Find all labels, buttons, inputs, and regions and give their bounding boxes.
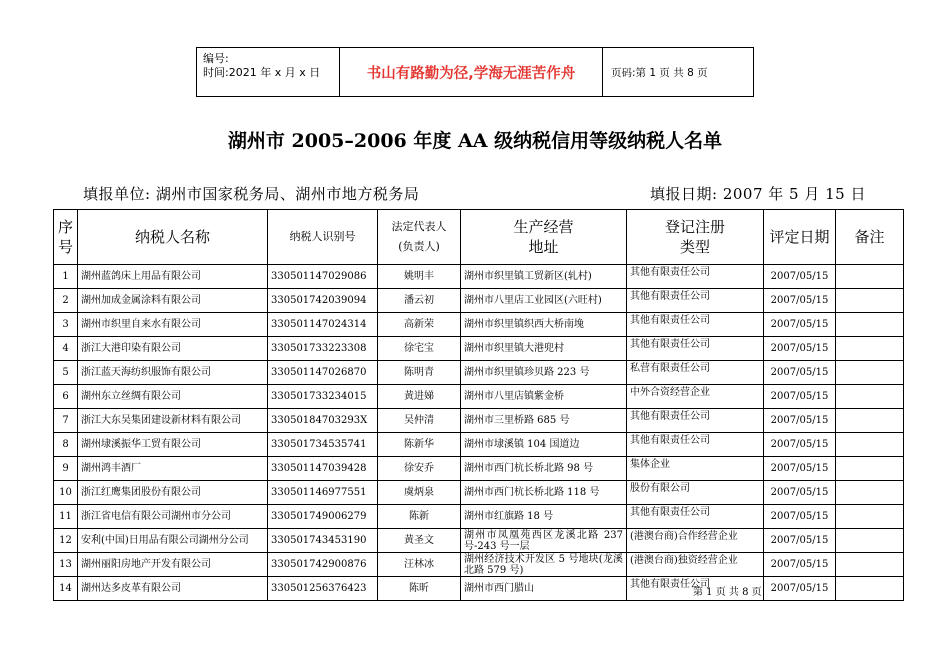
cell-reg-type: 其他有限责任公司	[627, 337, 764, 361]
cell-legal-rep: 高新荣	[378, 313, 461, 337]
cell-legal-rep: 陈昕	[378, 577, 461, 601]
cell-note	[836, 313, 904, 337]
header-reg-type: 登记注册 类型	[627, 210, 764, 265]
cell-address: 湖州市西门腊山	[461, 577, 627, 601]
cell-address: 湖州经济技术开发区 5 号地块(龙溪北路 579 号)	[461, 553, 627, 577]
cell-tax-id: 330501742900876	[268, 553, 378, 577]
cell-address: 湖州市织里镇珍贝路 223 号	[461, 361, 627, 385]
header-name: 纳税人名称	[78, 210, 268, 265]
cell-name: 湖州埭溪振华工贸有限公司	[78, 433, 268, 457]
cell-legal-rep: 黄进娣	[378, 385, 461, 409]
table-row	[54, 529, 904, 553]
cell-tax-id: 330501147024314	[268, 313, 378, 337]
cell-address: 湖州市埭溪镇 104 国道边	[461, 433, 627, 457]
cell-legal-rep: 陈明青	[378, 361, 461, 385]
cell-note	[836, 265, 904, 289]
table-row	[54, 289, 904, 313]
table-row	[54, 553, 904, 577]
cell-no: 5	[54, 361, 78, 385]
table-header-row	[54, 210, 904, 265]
cell-rating-date: 2007/05/15	[764, 337, 836, 361]
table-row	[54, 481, 904, 505]
cell-name: 湖州蓝鸽床上用品有限公司	[78, 265, 268, 289]
cell-reg-type: 其他有限责任公司	[627, 505, 764, 529]
cell-tax-id: 330501147029086	[268, 265, 378, 289]
fill-unit-line: 填报单位: 湖州市国家税务局、湖州市地方税务局	[83, 185, 420, 203]
cell-reg-type: 股份有限公司	[627, 481, 764, 505]
cell-rating-date: 2007/05/15	[764, 289, 836, 313]
cell-note	[836, 409, 904, 433]
header-code-label: 编号:	[203, 52, 229, 65]
table-row	[54, 457, 904, 481]
cell-note	[836, 529, 904, 553]
cell-tax-id: 330501749006279	[268, 505, 378, 529]
cell-reg-type: 中外合资经营企业	[627, 385, 764, 409]
cell-note	[836, 361, 904, 385]
cell-name: 湖州鸿丰酒厂	[78, 457, 268, 481]
cell-no: 3	[54, 313, 78, 337]
cell-tax-id: 330501256376423	[268, 577, 378, 601]
table-row	[54, 337, 904, 361]
cell-rating-date: 2007/05/15	[764, 265, 836, 289]
cell-reg-type: 私营有限责任公司	[627, 361, 764, 385]
cell-name: 湖州东立丝绸有限公司	[78, 385, 268, 409]
cell-tax-id: 330501743453190	[268, 529, 378, 553]
cell-no: 9	[54, 457, 78, 481]
cell-name: 浙江红鹰集团股份有限公司	[78, 481, 268, 505]
cell-name: 湖州加成金属涂料有限公司	[78, 289, 268, 313]
cell-rating-date: 2007/05/15	[764, 553, 836, 577]
cell-reg-type: 其他有限责任公司	[627, 577, 764, 601]
cell-no: 1	[54, 265, 78, 289]
cell-rating-date: 2007/05/15	[764, 433, 836, 457]
cell-address: 湖州市织里镇织西大桥南堍	[461, 313, 627, 337]
cell-legal-rep: 潘云初	[378, 289, 461, 313]
cell-legal-rep: 陈新	[378, 505, 461, 529]
cell-rating-date: 2007/05/15	[764, 529, 836, 553]
taxpayer-table	[53, 209, 904, 601]
cell-tax-id: 330501733234015	[268, 385, 378, 409]
cell-rating-date: 2007/05/15	[764, 577, 836, 601]
cell-rating-date: 2007/05/15	[764, 481, 836, 505]
cell-legal-rep: 汪林冰	[378, 553, 461, 577]
header-motto: 书山有路勤为径,学海无涯苦作舟	[340, 48, 603, 96]
cell-name: 湖州市织里自来水有限公司	[78, 313, 268, 337]
cell-name: 浙江省电信有限公司湖州市分公司	[78, 505, 268, 529]
cell-note	[836, 433, 904, 457]
table-row	[54, 361, 904, 385]
header-meta	[197, 48, 340, 96]
cell-no: 6	[54, 385, 78, 409]
header-address: 生产经营 地址	[461, 210, 627, 265]
cell-rating-date: 2007/05/15	[764, 385, 836, 409]
page-title: 湖州市 2005–2006 年度 AA 级纳税信用等级纳税人名单	[227, 130, 723, 152]
cell-tax-id: 330501733223308	[268, 337, 378, 361]
fill-date-line: 填报日期: 2007 年 5 月 15 日	[650, 185, 866, 203]
cell-address: 湖州市八里店工业园区(六旺村)	[461, 289, 627, 313]
cell-no: 12	[54, 529, 78, 553]
cell-no: 7	[54, 409, 78, 433]
page-footer: 第 1 页 共 8 页	[693, 587, 762, 598]
cell-reg-type: 其他有限责任公司	[627, 433, 764, 457]
cell-note	[836, 577, 904, 601]
cell-tax-id: 330501742039094	[268, 289, 378, 313]
cell-note	[836, 337, 904, 361]
cell-name: 浙江大东吴集团建设新材料有限公司	[78, 409, 268, 433]
cell-no: 2	[54, 289, 78, 313]
cell-rating-date: 2007/05/15	[764, 361, 836, 385]
table-row	[54, 265, 904, 289]
cell-no: 4	[54, 337, 78, 361]
cell-tax-id: 330501147026870	[268, 361, 378, 385]
cell-tax-id: 33050184703293X	[268, 409, 378, 433]
cell-note	[836, 289, 904, 313]
cell-note	[836, 457, 904, 481]
table-row	[54, 505, 904, 529]
cell-tax-id: 330501147039428	[268, 457, 378, 481]
header-tax-id: 纳税人识别号	[268, 210, 378, 265]
cell-rating-date: 2007/05/15	[764, 409, 836, 433]
cell-legal-rep: 吴仲清	[378, 409, 461, 433]
cell-no: 13	[54, 553, 78, 577]
table-row	[54, 433, 904, 457]
cell-tax-id: 330501734535741	[268, 433, 378, 457]
cell-legal-rep: 陈新华	[378, 433, 461, 457]
document-header-box	[196, 47, 754, 97]
header-time-label: 时间:2021 年 x 月 x 日	[203, 66, 321, 79]
header-legal-rep: 法定代表人 (负责人)	[378, 210, 461, 265]
cell-name: 湖州达多皮革有限公司	[78, 577, 268, 601]
cell-rating-date: 2007/05/15	[764, 505, 836, 529]
cell-reg-type: 其他有限责任公司	[627, 289, 764, 313]
cell-rating-date: 2007/05/15	[764, 457, 836, 481]
cell-note	[836, 553, 904, 577]
table-row	[54, 313, 904, 337]
cell-reg-type: 集体企业	[627, 457, 764, 481]
cell-address: 湖州市西门杭长桥北路 98 号	[461, 457, 627, 481]
table-row	[54, 409, 904, 433]
cell-legal-rep: 姚明丰	[378, 265, 461, 289]
cell-name: 湖州丽阳房地产开发有限公司	[78, 553, 268, 577]
cell-reg-type: 其他有限责任公司	[627, 409, 764, 433]
cell-tax-id: 330501146977551	[268, 481, 378, 505]
header-rating-date: 评定日期	[764, 210, 836, 265]
cell-legal-rep: 徐宅宝	[378, 337, 461, 361]
cell-no: 11	[54, 505, 78, 529]
cell-note	[836, 385, 904, 409]
cell-no: 14	[54, 577, 78, 601]
cell-legal-rep: 徐安乔	[378, 457, 461, 481]
header-note: 备注	[836, 210, 904, 265]
cell-name: 浙江大港印染有限公司	[78, 337, 268, 361]
cell-address: 湖州市织里镇工贸新区(轧村)	[461, 265, 627, 289]
cell-legal-rep: 虞炳泉	[378, 481, 461, 505]
cell-name: 浙江蓝天海纺织服饰有限公司	[78, 361, 268, 385]
cell-address: 湖州市红旗路 18 号	[461, 505, 627, 529]
cell-address: 湖州市三里桥路 685 号	[461, 409, 627, 433]
header-seq: 序 号	[54, 210, 78, 265]
cell-reg-type: 其他有限责任公司	[627, 313, 764, 337]
cell-name: 安利(中国)日用品有限公司湖州分公司	[78, 529, 268, 553]
cell-address: 湖州市凤凰苑西区龙溪北路 237 号-243 号一层	[461, 529, 627, 553]
cell-reg-type: (港澳台商)合作经营企业	[627, 529, 764, 553]
cell-no: 8	[54, 433, 78, 457]
cell-address: 湖州市八里店镇紫金桥	[461, 385, 627, 409]
cell-address: 湖州市西门杭长桥北路 118 号	[461, 481, 627, 505]
header-page-info: 页码:第 1 页 共 8 页	[611, 66, 708, 79]
cell-reg-type: 其他有限责任公司	[627, 265, 764, 289]
cell-no: 10	[54, 481, 78, 505]
table-row	[54, 385, 904, 409]
cell-address: 湖州市织里镇大港兜村	[461, 337, 627, 361]
table-row	[54, 577, 904, 601]
cell-note	[836, 505, 904, 529]
cell-note	[836, 481, 904, 505]
cell-reg-type: (港澳台商)独资经营企业	[627, 553, 764, 577]
cell-rating-date: 2007/05/15	[764, 313, 836, 337]
cell-legal-rep: 黄圣文	[378, 529, 461, 553]
